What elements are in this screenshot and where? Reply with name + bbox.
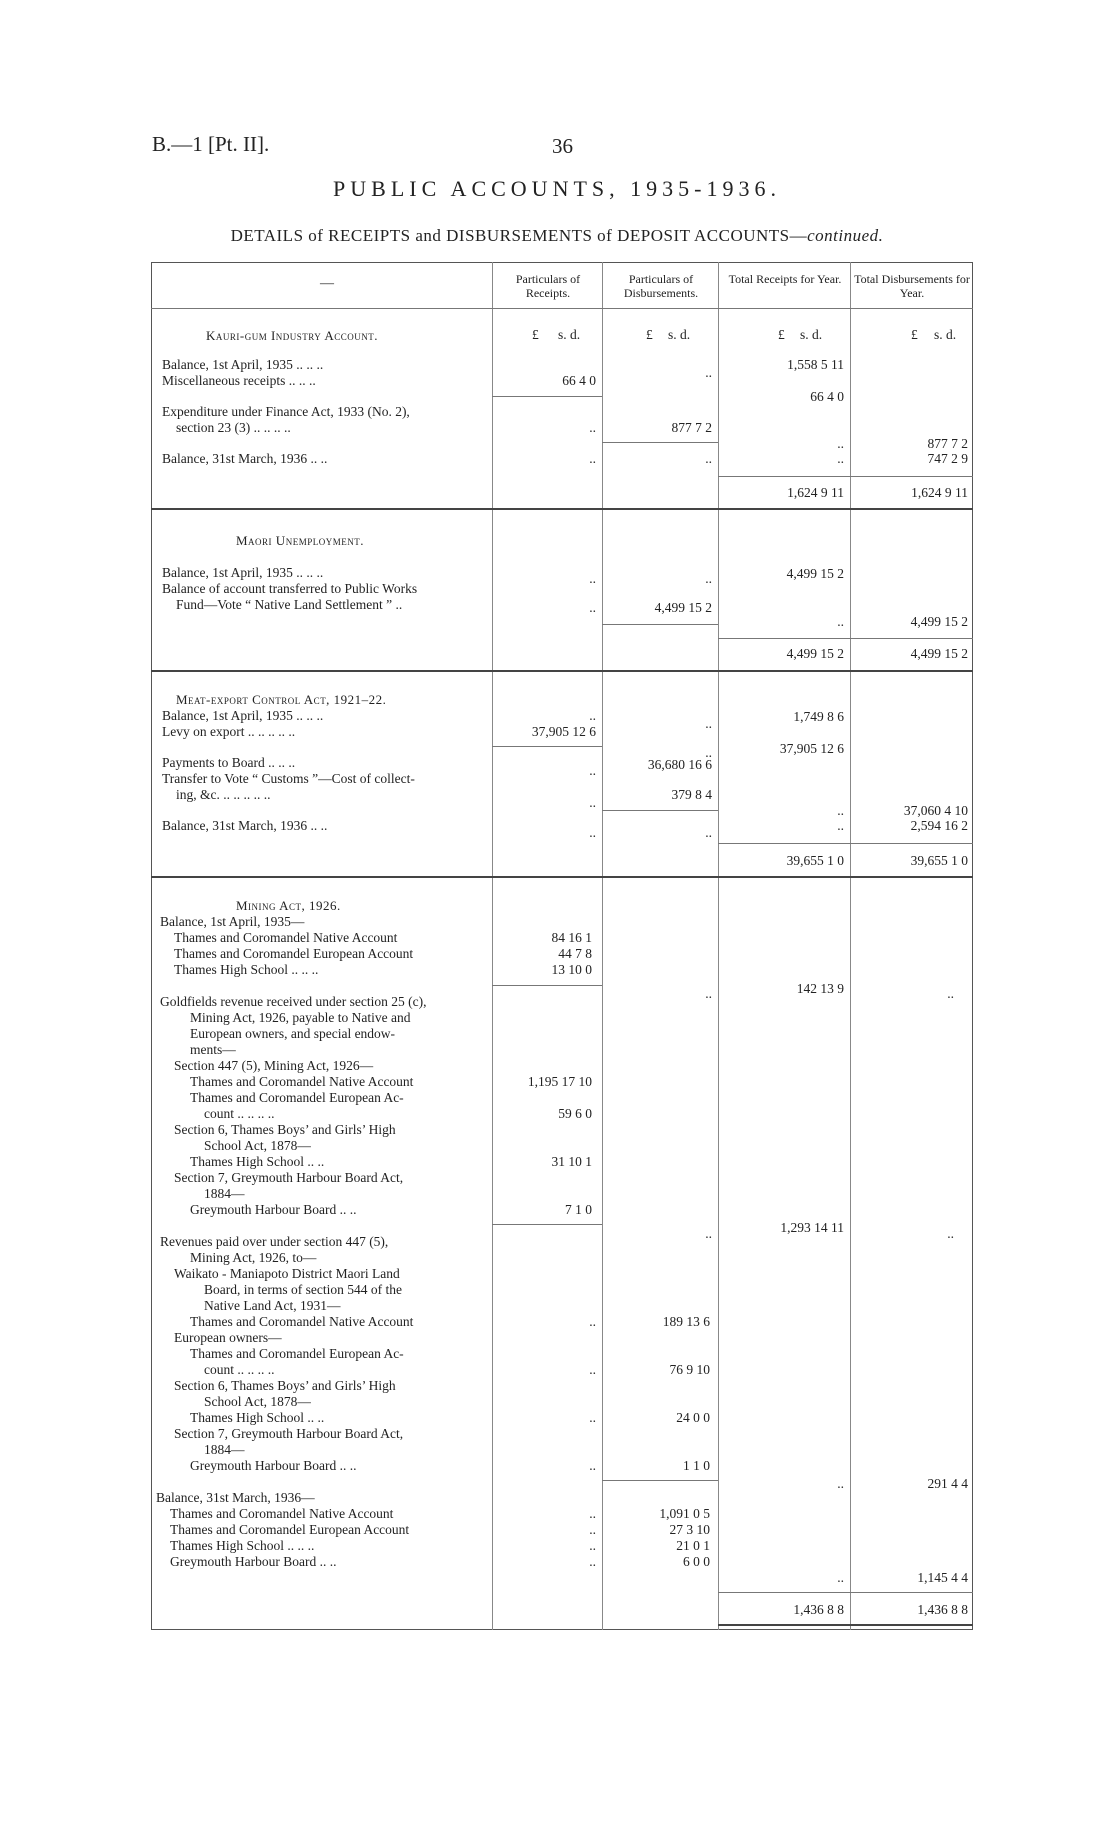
- row-label: Balance, 31st March, 1936—: [156, 1490, 315, 1505]
- receipt-amount: 1,195 17 10: [527, 1074, 592, 1089]
- total-rule: [718, 638, 973, 639]
- row-label: School Act, 1878—: [204, 1394, 311, 1409]
- column-divider: [602, 262, 603, 1630]
- row-label: Mining Act, 1926, payable to Native and: [190, 1010, 411, 1025]
- row-label: Section 7, Greymouth Harbour Board Act,: [174, 1426, 404, 1441]
- disbursement-dots: ..: [705, 571, 712, 586]
- row-label: count .. .. .. ..: [204, 1362, 275, 1377]
- page-number: 36: [552, 134, 573, 158]
- row-label: Waikato - Maniapoto District Maori Land: [174, 1266, 400, 1281]
- total-receipt-dots: ..: [837, 1570, 844, 1585]
- disbursement-dots: ..: [705, 365, 712, 380]
- disbursement-dots: ..: [705, 716, 712, 731]
- row-label: Greymouth Harbour Board .. ..: [170, 1554, 337, 1569]
- column-heading-total-disbursements: Total Disbursements for Year.: [854, 272, 970, 300]
- header-rule: [151, 308, 973, 309]
- total-receipt-dots: ..: [837, 614, 844, 629]
- row-label: Section 7, Greymouth Harbour Board Act,: [174, 1170, 404, 1185]
- row-label: School Act, 1878—: [204, 1138, 311, 1153]
- row-label: Payments to Board .. .. ..: [162, 755, 296, 770]
- total-receipt-dots: ..: [837, 436, 844, 451]
- total-disbursement-amount: 4,499 15 2: [910, 614, 968, 629]
- row-label: Thames High School .. ..: [190, 1410, 325, 1425]
- section-total-disbursements: 39,655 1 0: [910, 853, 968, 868]
- total-disbursement-dots: ..: [947, 986, 954, 1001]
- row-label: Balance, 31st March, 1936 .. ..: [162, 818, 328, 833]
- subtotal-rule: [602, 442, 718, 443]
- row-label: Transfer to Vote “ Customs ”—Cost of collect-: [162, 771, 415, 786]
- column-heading-description: —: [320, 276, 334, 291]
- receipt-dots: ..: [589, 1522, 596, 1537]
- disbursement-amount: 76 9 10: [669, 1362, 710, 1377]
- receipt-dots: ..: [589, 1458, 596, 1473]
- row-label: Thames and Coromandel European Account: [174, 946, 414, 961]
- disbursement-amount: 877 7 2: [671, 420, 712, 435]
- column-heading-receipts: Particulars of Receipts.: [515, 272, 581, 300]
- row-label: European owners—: [174, 1330, 282, 1345]
- receipt-amount: 84 16 1: [551, 930, 592, 945]
- row-label: Greymouth Harbour Board .. ..: [190, 1458, 357, 1473]
- section-total-disbursements: 4,499 15 2: [910, 646, 968, 661]
- receipt-dots: ..: [589, 420, 596, 435]
- disbursement-dots: ..: [705, 986, 712, 1001]
- unit-label: s. d.: [934, 327, 957, 342]
- row-label: Mining Act, 1926, to—: [190, 1250, 317, 1265]
- total-receipt-amount: 4,499 15 2: [786, 566, 844, 581]
- unit-label: s. d.: [558, 327, 581, 342]
- row-label: European owners, and special endow-: [190, 1026, 396, 1041]
- section-total-disbursements: 1,624 9 11: [911, 485, 968, 500]
- receipt-dots: ..: [589, 1554, 596, 1569]
- section-title: Mining Act, 1926.: [236, 898, 341, 913]
- column-divider: [850, 262, 851, 1630]
- disbursement-amount: 36,680 16 6: [647, 757, 712, 772]
- total-receipt-dots: ..: [837, 1476, 844, 1491]
- row-label: Balance, 31st March, 1936 .. ..: [162, 451, 328, 466]
- column-divider: [492, 262, 493, 1630]
- receipt-dots: ..: [589, 571, 596, 586]
- total-rule: [718, 476, 973, 477]
- unit-label: £: [911, 327, 918, 342]
- receipt-dots: ..: [589, 1362, 596, 1377]
- disbursement-amount: 21 0 1: [676, 1538, 710, 1553]
- row-label: Miscellaneous receipts .. .. ..: [162, 373, 316, 388]
- row-label: Thames and Coromandel Native Account: [190, 1314, 414, 1329]
- column-divider: [718, 262, 719, 1630]
- section-divider: [151, 508, 973, 510]
- total-double-rule: [718, 1624, 973, 1626]
- unit-label: £: [778, 327, 785, 342]
- section-total-receipts: 1,436 8 8: [793, 1602, 844, 1617]
- total-disbursement-amount: 1,145 4 4: [917, 1570, 968, 1585]
- receipt-dots: ..: [589, 795, 596, 810]
- disbursement-amount: 24 0 0: [676, 1410, 710, 1425]
- unit-label: s. d.: [668, 327, 691, 342]
- subtotal-rule: [602, 1480, 718, 1481]
- receipt-dots: ..: [589, 1410, 596, 1425]
- total-rule: [718, 843, 973, 844]
- row-label: Balance, 1st April, 1935 .. .. ..: [162, 708, 324, 723]
- row-label: count .. .. .. ..: [204, 1106, 275, 1121]
- total-receipt-dots: ..: [837, 451, 844, 466]
- receipt-amount: 44 7 8: [558, 946, 592, 961]
- total-receipt-dots: ..: [837, 818, 844, 833]
- total-disbursement-amount: 877 7 2: [927, 436, 968, 451]
- total-disbursement-amount: 2,594 16 2: [910, 818, 968, 833]
- receipt-dots: ..: [589, 825, 596, 840]
- receipt-dots: ..: [589, 1506, 596, 1521]
- row-label: Thames and Coromandel Native Account: [190, 1074, 414, 1089]
- section-total-receipts: 39,655 1 0: [786, 853, 844, 868]
- row-label: Thames and Coromandel European Ac-: [190, 1090, 404, 1105]
- disbursement-amount: 1,091 0 5: [659, 1506, 710, 1521]
- row-label: Board, in terms of section 544 of the: [204, 1282, 402, 1297]
- receipt-amount: 59 6 0: [558, 1106, 592, 1121]
- row-label: Section 6, Thames Boys’ and Girls’ High: [174, 1378, 396, 1393]
- total-disbursement-amount: 291 4 4: [927, 1476, 968, 1491]
- row-label: Section 6, Thames Boys’ and Girls’ High: [174, 1122, 396, 1137]
- row-label: Levy on export .. .. .. .. ..: [162, 724, 296, 739]
- section-divider: [151, 670, 973, 672]
- row-label: Section 447 (5), Mining Act, 1926—: [174, 1058, 374, 1073]
- total-receipt-amount: 1,293 14 11: [780, 1220, 844, 1235]
- row-label: Balance, 1st April, 1935 .. .. ..: [162, 565, 324, 580]
- total-rule: [718, 1592, 973, 1593]
- row-label: Fund—Vote “ Native Land Settlement ” ..: [176, 597, 403, 612]
- column-heading-disbursements: Particulars of Disbursements.: [623, 272, 699, 300]
- total-receipt-amount: 1,749 8 6: [793, 709, 844, 724]
- total-disbursement-amount: 747 2 9: [927, 451, 968, 466]
- row-label: ing, &c. .. .. .. .. ..: [176, 787, 271, 802]
- row-label: 1884—: [204, 1186, 245, 1201]
- total-receipt-amount: 1,558 5 11: [787, 357, 844, 372]
- receipt-dots: ..: [589, 763, 596, 778]
- unit-label: £: [532, 327, 539, 342]
- disbursement-amount: 1 1 0: [683, 1458, 710, 1473]
- disbursement-dots: ..: [705, 1226, 712, 1241]
- row-label: Native Land Act, 1931—: [204, 1298, 341, 1313]
- receipt-amount: 37,905 12 6: [531, 724, 596, 739]
- subtotal-rule: [492, 746, 602, 747]
- row-label: Revenues paid over under section 447 (5),: [160, 1234, 389, 1249]
- receipt-amount: 13 10 0: [551, 962, 592, 977]
- subtotal-rule: [602, 810, 718, 811]
- row-label: Balance, 1st April, 1935—: [160, 914, 305, 929]
- row-label: section 23 (3) .. .. .. ..: [176, 420, 291, 435]
- receipt-dots: ..: [589, 1314, 596, 1329]
- row-label: Balance of account transferred to Public Works: [162, 581, 418, 596]
- disbursement-amount: 379 8 4: [671, 787, 712, 802]
- total-disbursement-dots: ..: [947, 1226, 954, 1241]
- page-title: PUBLIC ACCOUNTS, 1935-1936.: [333, 176, 781, 201]
- receipt-dots: ..: [589, 451, 596, 466]
- disbursement-amount: 189 13 6: [662, 1314, 710, 1329]
- row-label: Goldfields revenue received under section 25 (c),: [160, 994, 427, 1009]
- section-total-receipts: 4,499 15 2: [786, 646, 844, 661]
- receipt-amount: 31 10 1: [551, 1154, 592, 1169]
- receipt-amount: 7 1 0: [565, 1202, 592, 1217]
- receipt-dots: ..: [589, 1538, 596, 1553]
- row-label: Balance, 1st April, 1935 .. .. ..: [162, 357, 324, 372]
- unit-label: £: [646, 327, 653, 342]
- subtitle-continued: continued.: [807, 226, 884, 245]
- row-label: Thames and Coromandel European Ac-: [190, 1346, 404, 1361]
- subtotal-rule: [492, 1224, 602, 1225]
- row-label: Thames and Coromandel Native Account: [170, 1506, 394, 1521]
- section-title: Maori Unemployment.: [236, 533, 364, 548]
- disbursement-amount: 4,499 15 2: [654, 600, 712, 615]
- section-total-receipts: 1,624 9 11: [787, 485, 844, 500]
- disbursement-amount: 6 0 0: [683, 1554, 710, 1569]
- receipt-dots: ..: [589, 600, 596, 615]
- disbursement-amount: 27 3 10: [669, 1522, 710, 1537]
- document-reference: B.—1 [Pt. II].: [152, 132, 270, 156]
- total-receipt-amount: 66 4 0: [810, 389, 844, 404]
- row-label: Thames and Coromandel Native Account: [174, 930, 398, 945]
- row-label: Thames High School .. ..: [190, 1154, 325, 1169]
- total-receipt-amount: 37,905 12 6: [779, 741, 844, 756]
- subtotal-rule: [492, 985, 602, 986]
- total-receipt-dots: ..: [837, 803, 844, 818]
- section-total-disbursements: 1,436 8 8: [917, 1602, 968, 1617]
- row-label: Thames and Coromandel European Account: [170, 1522, 410, 1537]
- receipt-amount: 66 4 0: [562, 373, 596, 388]
- row-label: Expenditure under Finance Act, 1933 (No. 2),: [162, 404, 410, 419]
- subtitle-main: DETAILS of RECEIPTS and DISBURSEMENTS of DEPOSIT ACCOUNTS—: [230, 226, 808, 245]
- receipt-dots: ..: [589, 708, 596, 723]
- section-divider: [151, 876, 973, 878]
- row-label: ments—: [190, 1042, 236, 1057]
- row-label: Greymouth Harbour Board .. ..: [190, 1202, 357, 1217]
- total-receipt-amount: 142 13 9: [796, 981, 844, 996]
- total-disbursement-amount: 37,060 4 10: [903, 803, 968, 818]
- disbursement-dots: ..: [705, 825, 712, 840]
- section-title: Meat-export Control Act, 1921–22.: [176, 692, 387, 707]
- unit-label: s. d.: [800, 327, 823, 342]
- subtotal-rule: [602, 624, 718, 625]
- disbursement-dots: ..: [705, 745, 712, 760]
- page-subtitle: [0, 226, 1114, 246]
- column-heading-total-receipts: Total Receipts for Year.: [728, 272, 842, 286]
- row-label: Thames High School .. .. ..: [174, 962, 319, 977]
- disbursement-dots: ..: [705, 451, 712, 466]
- row-label: 1884—: [204, 1442, 245, 1457]
- subtotal-rule: [492, 396, 602, 397]
- section-title: Kauri-gum Industry Account.: [206, 328, 378, 343]
- row-label: Thames High School .. .. ..: [170, 1538, 315, 1553]
